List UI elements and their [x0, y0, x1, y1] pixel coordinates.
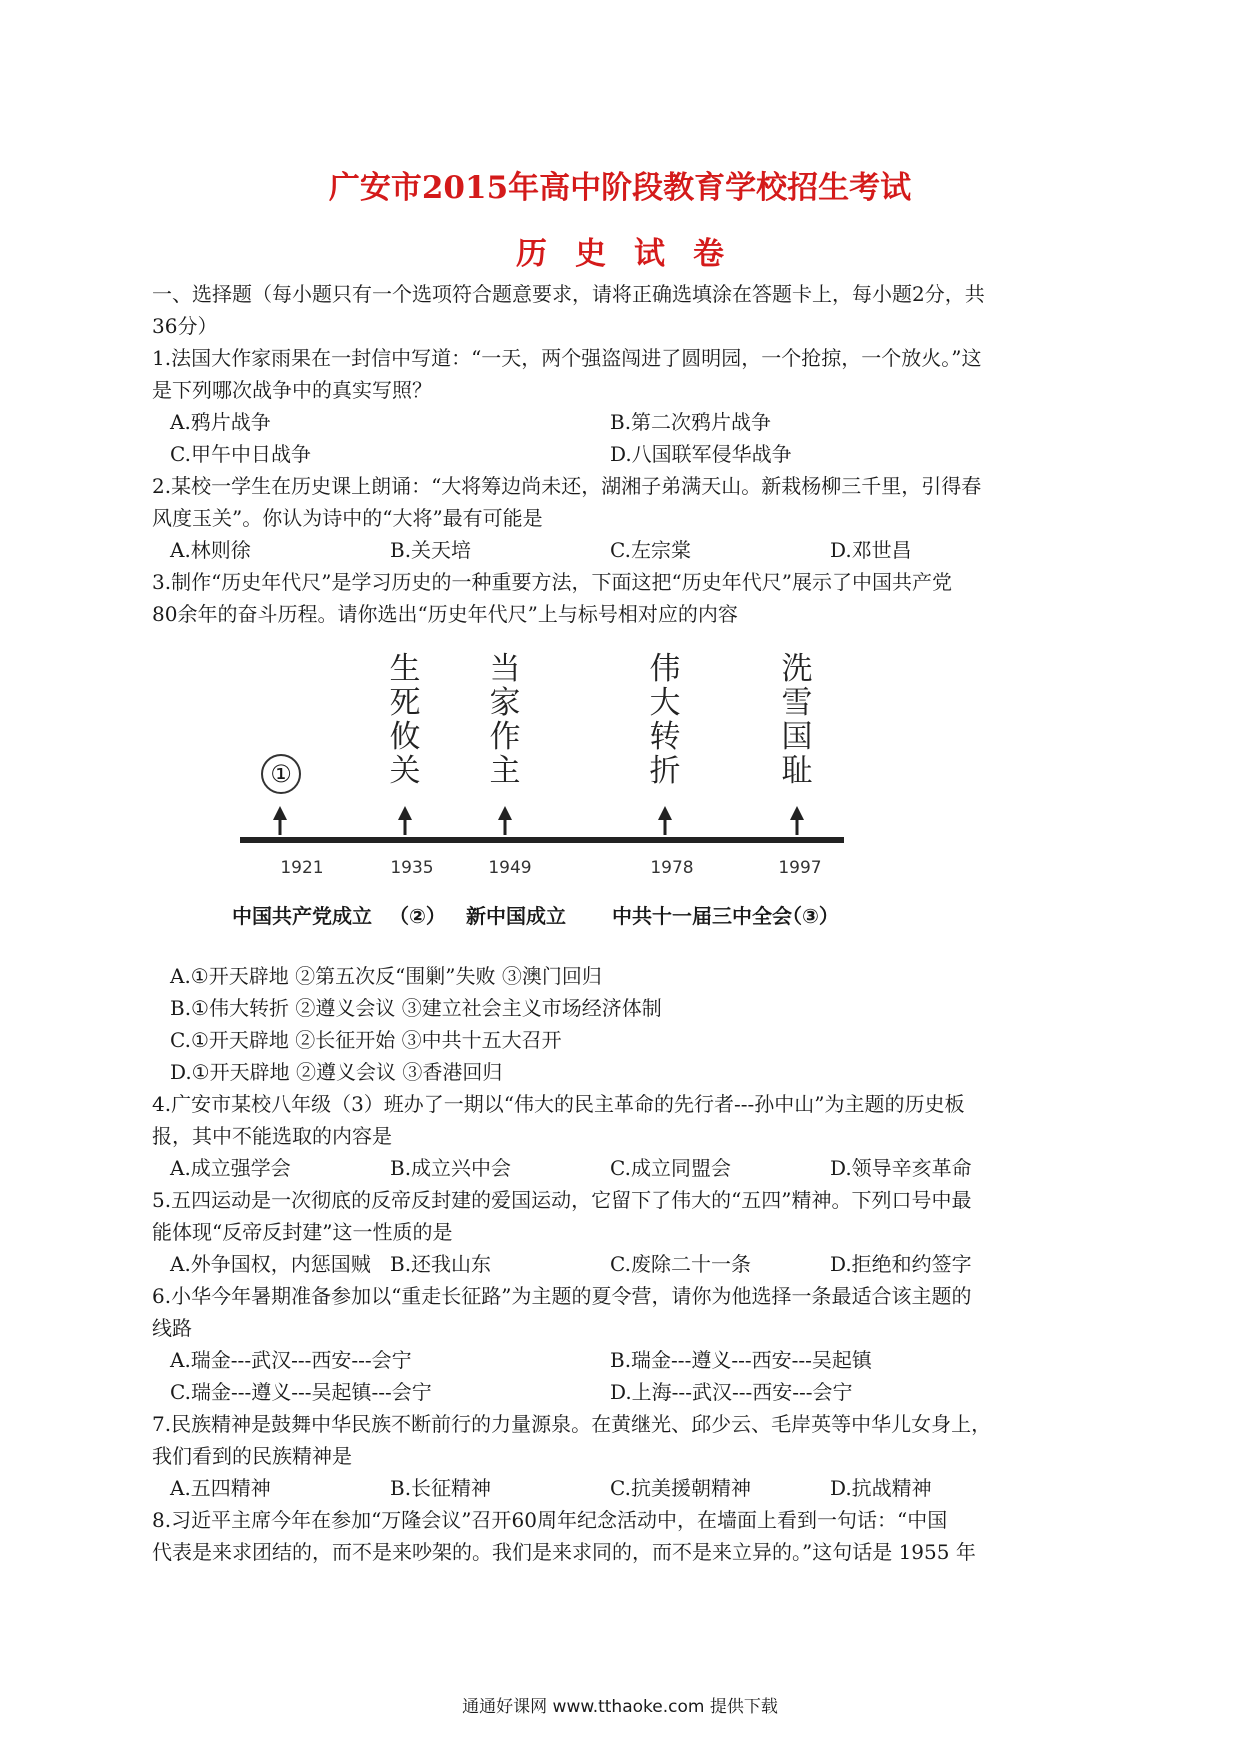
year-1978: 1978: [650, 858, 694, 878]
year-1949: 1949: [488, 858, 532, 878]
question-1: [152, 342, 1072, 470]
question-3: [152, 566, 1072, 1088]
question-text: 7.民族精神是鼓舞中华民族不断前行的力量源泉。在黄继光、邱少云、毛岸英等中华儿女身上，: [152, 1412, 992, 1436]
option-d[interactable]: D.①开天辟地 ②遵义会议 ③香港回归: [170, 1060, 503, 1084]
question-text: 80余年的奋斗历程。请你选出“历史年代尺”上与标号相对应的内容: [152, 602, 738, 626]
exam-subtitle: 历史试卷: [516, 236, 752, 272]
label-1978: 伟大转折: [649, 651, 681, 789]
option-a[interactable]: A.林则徐: [170, 538, 251, 562]
option-d[interactable]: D.领导辛亥革命: [830, 1156, 972, 1180]
question-8: [152, 1504, 1072, 1568]
event-1949: 新中国成立: [466, 904, 566, 928]
question-text: 能体现“反帝反封建”这一性质的是: [152, 1220, 453, 1244]
option-a[interactable]: A.五四精神: [170, 1476, 271, 1500]
option-d[interactable]: D.邓世昌: [830, 538, 912, 562]
question-text: 8.习近平主席今年在参加“万隆会议”召开60周年纪念活动中，在墙面上看到一句话：“中国: [152, 1508, 948, 1532]
option-b[interactable]: B.关天培: [390, 538, 472, 562]
option-c[interactable]: C.①开天辟地 ②长征开始 ③中共十五大召开: [170, 1028, 562, 1052]
option-b[interactable]: B.瑞金---遵义---西安---吴起镇: [610, 1348, 872, 1372]
label-1935: 生死攸关: [389, 651, 421, 789]
question-text: 1.法国大作家雨果在一封信中写道：“一天，两个强盗闯进了圆明园，一个抢掠，一个放火。”这: [152, 346, 982, 370]
option-b[interactable]: B.还我山东: [390, 1252, 492, 1276]
question-text: 报，其中不能选取的内容是: [152, 1124, 392, 1148]
event-1978: 中共十一届三中全会: [612, 904, 792, 928]
option-b[interactable]: B.成立兴中会: [390, 1156, 512, 1180]
question-text: 2.某校一学生在历史课上朗诵：“大将筹边尚未还，湖湘子弟满天山。新栽杨柳三千里，引得春: [152, 474, 982, 498]
option-a[interactable]: A.①开天辟地 ②第五次反“围剿”失败 ③澳门回归: [170, 964, 602, 988]
label-1997: 洗雪国耻: [781, 651, 813, 789]
event-1997: （③）: [782, 904, 839, 928]
question-4: [152, 1088, 1072, 1184]
option-a[interactable]: A.鸦片战争: [170, 410, 271, 434]
option-c[interactable]: C.瑞金---遵义---吴起镇---会宁: [170, 1380, 432, 1404]
arrow-1978: [658, 806, 672, 835]
event-1935: （②）: [389, 904, 446, 928]
question-text: 线路: [152, 1316, 192, 1340]
year-1997: 1997: [778, 858, 822, 878]
option-b[interactable]: B.长征精神: [390, 1476, 492, 1500]
option-d[interactable]: D.八国联军侵华战争: [610, 442, 792, 466]
arrow-1921: [273, 806, 287, 835]
question-7: [152, 1408, 1072, 1504]
exam-content: [152, 278, 1072, 1568]
question-2: [152, 470, 1072, 566]
question-text: 代表是来求团结的，而不是来吵架的。我们是来求同的，而不是来立异的。”这句话是 1955 年: [152, 1540, 976, 1564]
circle-mark-1: ①: [261, 754, 301, 794]
question-text: 3.制作“历史年代尺”是学习历史的一种重要方法，下面这把“历史年代尺”展示了中国共产党: [152, 570, 952, 594]
year-1935: 1935: [390, 858, 434, 878]
question-text: 5.五四运动是一次彻底的反帝反封建的爱国运动，它留下了伟大的“五四”精神。下列口号中最: [152, 1188, 972, 1212]
option-c[interactable]: C.抗美援朝精神: [610, 1476, 751, 1500]
download-footer: 通通好课网 www.tthaoke.com 提供下载: [462, 1697, 778, 1717]
option-a[interactable]: A.瑞金---武汉---西安---会宁: [170, 1348, 412, 1372]
arrow-1935: [398, 806, 412, 835]
section-heading-cont: 36分）: [152, 314, 218, 338]
question-text: 是下列哪次战争中的真实写照？: [152, 378, 432, 402]
option-c[interactable]: C.废除二十一条: [610, 1252, 751, 1276]
option-a[interactable]: A.成立强学会: [170, 1156, 291, 1180]
exam-title: 广安市2015年高中阶段教育学校招生考试: [328, 170, 912, 206]
option-d[interactable]: D.拒绝和约签字: [830, 1252, 972, 1276]
question-text: 6.小华今年暑期准备参加以“重走长征路”为主题的夏令营，请你为他选择一条最适合该主题的: [152, 1284, 972, 1308]
arrow-1949: [498, 806, 512, 835]
question-text: 4.广安市某校八年级（3）班办了一期以“伟大的民主革命的先行者---孙中山”为主题的历史板: [152, 1092, 965, 1116]
option-c[interactable]: C.甲午中日战争: [170, 442, 311, 466]
history-timeline: [152, 630, 1072, 960]
option-a[interactable]: A.外争国权，内惩国贼: [170, 1252, 371, 1276]
event-1921: 中国共产党成立: [232, 904, 372, 928]
option-d[interactable]: D.抗战精神: [830, 1476, 932, 1500]
section-heading: 一、选择题（每小题只有一个选项符合题意要求，请将正确选填涂在答题卡上，每小题2分，共: [152, 282, 985, 306]
question-5: [152, 1184, 1072, 1280]
label-1949: 当家作主: [489, 651, 521, 789]
option-c[interactable]: C.成立同盟会: [610, 1156, 731, 1180]
question-text: 风度玉关”。你认为诗中的“大将”最有可能是: [152, 506, 543, 530]
year-1921: 1921: [280, 858, 324, 878]
option-d[interactable]: D.上海---武汉---西安---会宁: [610, 1380, 853, 1404]
option-b[interactable]: B.①伟大转折 ②遵义会议 ③建立社会主义市场经济体制: [170, 996, 662, 1020]
option-c[interactable]: C.左宗棠: [610, 538, 691, 562]
arrow-1997: [790, 806, 804, 835]
question-text: 我们看到的民族精神是: [152, 1444, 352, 1468]
question-6: [152, 1280, 1072, 1408]
option-b[interactable]: B.第二次鸦片战争: [610, 410, 772, 434]
